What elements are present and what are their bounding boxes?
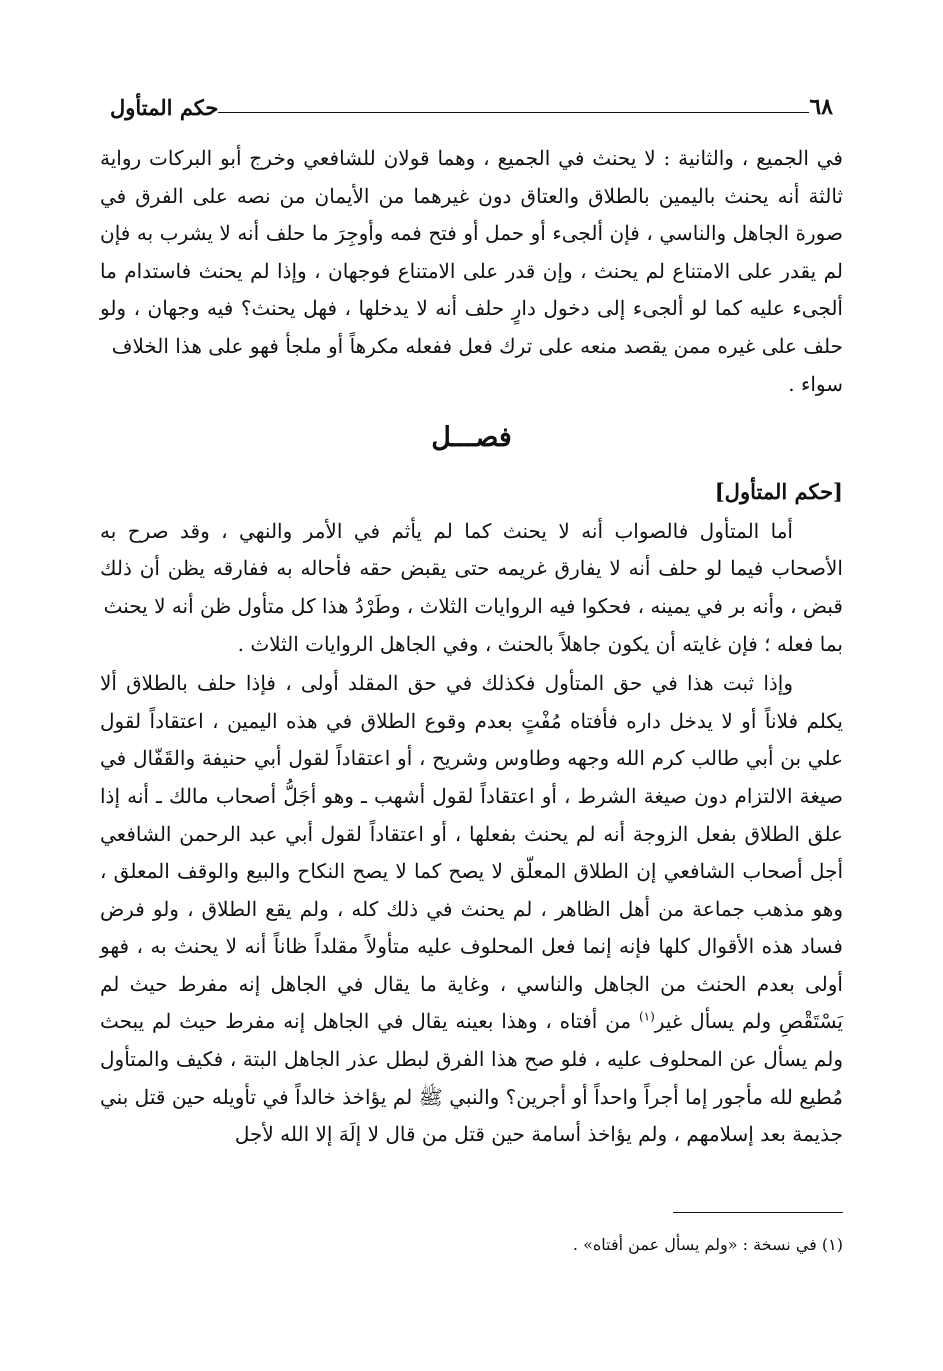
running-header (100, 86, 843, 120)
paragraph-text: سواء . (788, 371, 843, 396)
paragraph (100, 140, 843, 366)
paragraph (100, 665, 843, 1154)
footnote-rule (673, 1212, 843, 1213)
running-title: حكم المتأول (110, 95, 219, 120)
paragraph-text: أما المتأول فالصواب أنه لا يحنث كما لم يأثم في الأمر والنهي ، وقد صرح به الأصحاب فيما لو حلف أنه لا يفارق غريمه حتى يقبض حقه فأحاله به ففارقه يظن أن ذلك قبض ، وأنه بر في يمينه ، فحكوا فيه الروايات الثلاث ، وطَرْدُ هذا كل متأول ظن أنه لا يحنث (100, 518, 843, 618)
page-number: ٦٨ (809, 94, 833, 120)
header-rule (218, 112, 809, 113)
section-heading: فصـــل (431, 422, 512, 454)
subheading: [حكم المتأول] (714, 479, 843, 505)
paragraph-text: في الجميع ، والثانية : لا يحنث في الجميع ، وهما قولان للشافعي وخرج أبو البركات رواية ثالثة أنه يحنث باليمين بالطلاق والعتاق دون غيرهما من الأيمان من نصه على الفرق في صورة الجاهل والناسي ، فإن ألجىء أو حمل أو فتح فمه وأوجِرَ ما حلف أنه لا يشرب به فإن لم يقدر على الامتناع لم يحنث ، وإن قدر على الامتناع فوجهان ، وإذا لم يحنث فاستدام ما ألجىء عليه كما لو ألجىء إلى دخول دارٍ حلف أنه لا يدخلها ، فهل يحنث؟ فيه وجهان ، ولو حلف على غيره ممن يقصد منعه على ترك فعل ففعله مكرهاً أو ملجأ فهو على هذا الخلاف (100, 146, 843, 358)
main-text (100, 140, 843, 1154)
paragraph-text: وإذا ثبت هذا في حق المتأول فكذلك في حق المقلد أولى ، فإذا حلف بالطلاق ألا يكلم فلاناً أو لا يدخل داره فأفتاه مُفْتٍ بعدم وقوع الطلاق في هذه اليمين ، اعتقاداً لقول علي بن أبي طالب كرم الله وجهه وطاوس وشريح ، أو اعتقاداً لقول أبي حنيفة والقَفّال في صيغة الالتزام دون صيغة الشرط ، أو اعتقاداً لقول أشهب ـ وهو أجَلُّ أصحاب مالك ـ أنه إذا علق الطلاق بفعل الزوجة أنه لم يحنث بفعلها ، أو اعتقاداً لقول أبي عبد الرحمن الشافعي أجل أصحاب الشافعي إن الطلاق المعلّق لا يصح كما لا يصح النكاح والبيع والوقف المعلق ، وهو مذهب جماعة من أهل الظاهر ، لم يحنث في ذلك كله ، ولم يقع الطلاق ، ولو فرض فساد هذه الأقوال كلها فإنه إنما فعل المحلوف عليه متأولاً مقلداً ظاناً أنه لا يحنث به ، فهو أولى بعدم الحنث من الجاهل والناسي ، وغاية ما يقال في الجاهل إنه مفرط حيث لم يَسْتَقْصِ ولم يسأل غير (100, 671, 843, 1034)
paragraph-end (100, 626, 843, 664)
paragraph-text: بما فعله ؛ فإن غايته أن يكون جاهلاً بالحنث ، وفي الجاهل الروايات الثلاث . (237, 631, 843, 656)
footnote: (١) في نسخة : «ولم يسأل عمن أفتاه» . (572, 1235, 843, 1254)
paragraph-end (100, 366, 843, 404)
paragraph-text: من أفتاه ، وهذا بعينه يقال في الجاهل إنه مفرط حيث لم يبحث ولم يسأل عن المحلوف عليه ، فلو صح هذا الفرق لبطل عذر الجاهل البتة ، فكيف والمتأول مُطيع لله مأجور إما أجراً واحداً أو أجرين؟ والنبي ﷺ لم يؤاخذ خالداً في تأويله حين قتل بني جذيمة بعد إسلامهم ، ولم يؤاخذ أسامة حين قتل من قال لا إلَهَ إلا الله لأجل (100, 1009, 843, 1147)
footnote-marker: (١) (638, 1009, 655, 1024)
paragraph (100, 513, 843, 626)
